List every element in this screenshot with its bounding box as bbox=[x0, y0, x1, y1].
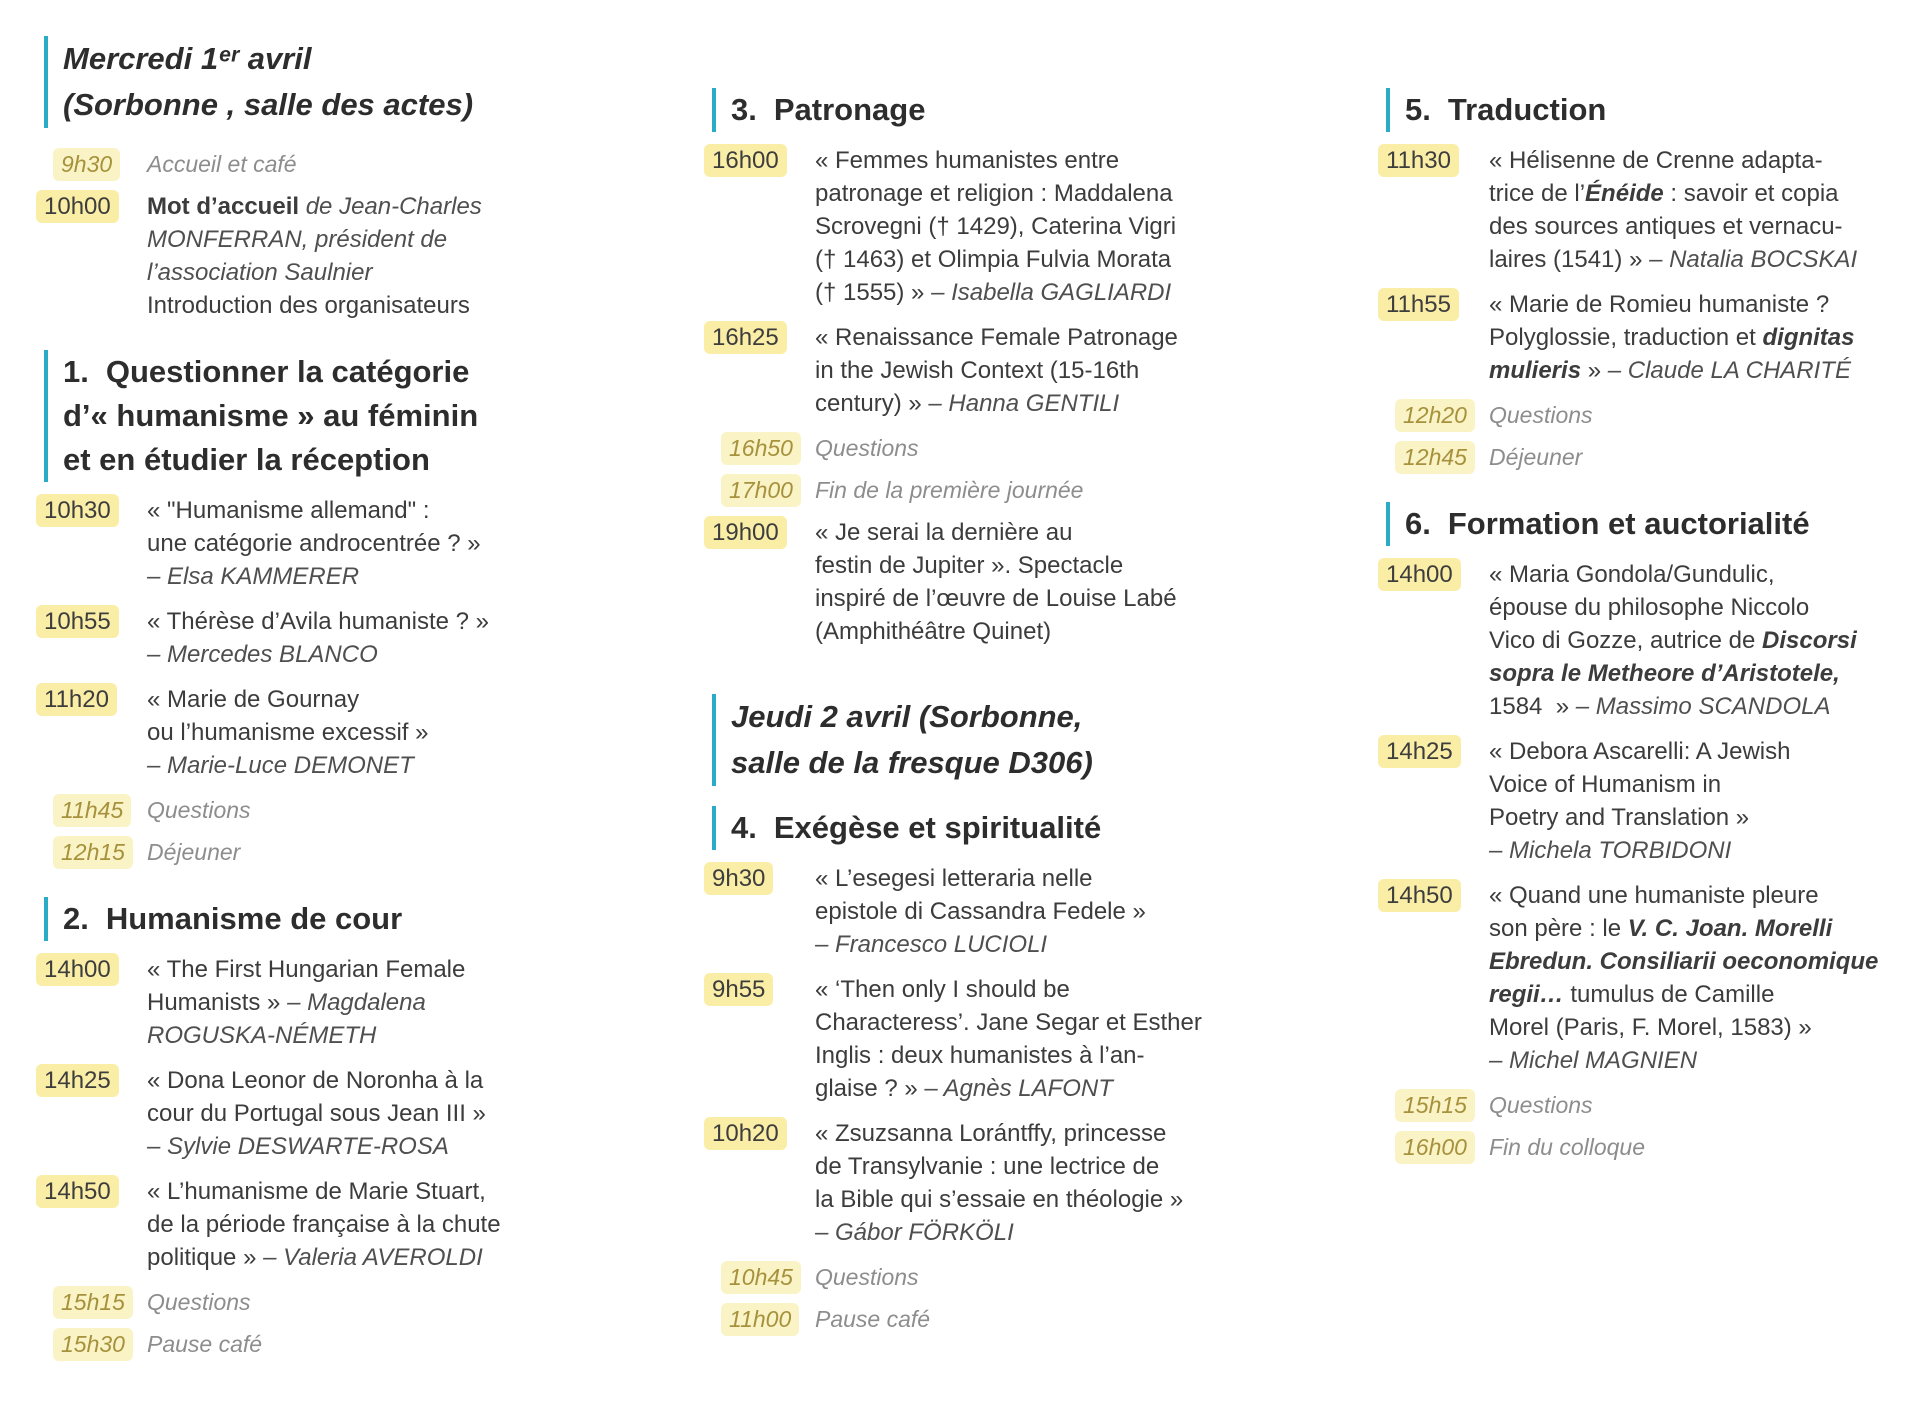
talk-text-segment: in the Jewish Context (15-16th bbox=[815, 357, 1140, 384]
talk-text-segment: mulieris bbox=[1489, 357, 1582, 384]
break-entry bbox=[44, 1286, 692, 1319]
break-entry bbox=[44, 794, 692, 827]
break-entry bbox=[712, 474, 1362, 507]
section-title-line: Formation et auctorialité bbox=[1447, 506, 1810, 541]
talk-text-segment: « "Humanisme allemand" : bbox=[147, 497, 430, 524]
talk-text-segment: « Femmes humanistes entre bbox=[815, 147, 1120, 174]
talk-time bbox=[44, 605, 147, 638]
talk-time-highlight: 14h00 bbox=[36, 953, 119, 986]
break-entry bbox=[1386, 1089, 1920, 1122]
talk-text-segment: Humanists » bbox=[147, 989, 288, 1016]
talk-text-segment: – Natalia BOCSKAI bbox=[1649, 246, 1858, 273]
talk-entry bbox=[1386, 558, 1920, 723]
break-time bbox=[44, 1328, 147, 1361]
talk-time bbox=[1386, 735, 1489, 768]
talk-text-segment: Discorsi bbox=[1762, 627, 1857, 654]
day-header-line: salle de la fresque D306) bbox=[731, 745, 1093, 780]
break-time-highlight: 12h45 bbox=[1395, 441, 1475, 474]
talk-text-segment: ROGUSKA-NÉMETH bbox=[147, 1022, 377, 1049]
talk-time-highlight: 16h00 bbox=[704, 144, 787, 177]
section-number: 2. bbox=[63, 901, 89, 936]
talk-text bbox=[815, 973, 1362, 1105]
break-entry bbox=[712, 1261, 1362, 1294]
talk-text bbox=[815, 1117, 1362, 1249]
talk-text-segment: épouse du philosophe Niccolo bbox=[1489, 594, 1810, 621]
talk-text-segment: « ‘Then only I should be bbox=[815, 976, 1070, 1003]
talk-text-segment: des sources antiques et vernacu- bbox=[1489, 213, 1843, 240]
talk-text-segment: « Marie de Gournay bbox=[147, 686, 360, 713]
talk-text-segment: politique » bbox=[147, 1244, 264, 1271]
talk-text-segment: – Sylvie DESWARTE-ROSA bbox=[147, 1133, 449, 1160]
talk-time bbox=[44, 494, 147, 527]
talk-time bbox=[712, 973, 815, 1006]
talk-entry bbox=[1386, 879, 1920, 1077]
talk-entry bbox=[44, 190, 692, 322]
talk-entry bbox=[1386, 144, 1920, 276]
talk-entry bbox=[1386, 288, 1920, 387]
talk-entry bbox=[712, 1117, 1362, 1249]
break-label: Questions bbox=[1489, 1092, 1593, 1118]
talk-text-segment: – Francesco LUCIOLI bbox=[815, 931, 1048, 958]
break-time bbox=[1386, 399, 1489, 432]
talk-time-highlight: 11h30 bbox=[1378, 144, 1459, 177]
talk-text-segment: » bbox=[1581, 357, 1608, 384]
talk-text-segment: V. C. Joan. Morelli bbox=[1627, 915, 1833, 942]
talk-text-segment: trice de l’ bbox=[1489, 180, 1586, 207]
talk-text-segment: – Massimo SCANDOLA bbox=[1575, 693, 1831, 720]
break-time-highlight: 15h15 bbox=[53, 1286, 133, 1319]
talk-text-segment: – Mercedes BLANCO bbox=[147, 641, 378, 668]
talk-time bbox=[44, 683, 147, 716]
talk-text bbox=[815, 862, 1362, 961]
break-label: Accueil et café bbox=[147, 151, 297, 177]
talk-time bbox=[1386, 288, 1489, 321]
break-entry bbox=[1386, 1131, 1920, 1164]
day-header-line: Mercredi 1ᵉʳ avril bbox=[63, 41, 312, 76]
talk-time-highlight: 14h25 bbox=[36, 1064, 119, 1097]
talk-text bbox=[147, 1175, 692, 1274]
talk-text-segment: Voice of Humanism in bbox=[1489, 771, 1722, 798]
section-title-line: d’« humanisme » au féminin bbox=[63, 398, 479, 433]
talk-entry bbox=[44, 494, 692, 593]
talk-text-segment: 1584 » bbox=[1489, 693, 1576, 720]
break-entry bbox=[1386, 441, 1920, 474]
talk-text-segment: « Thérèse d’Avila humaniste ? » bbox=[147, 608, 489, 635]
break-time-highlight: 16h50 bbox=[721, 432, 801, 465]
break-time bbox=[1386, 441, 1489, 474]
break-label: Déjeuner bbox=[1489, 444, 1583, 470]
talk-text-segment: « L’humanisme de Marie Stuart, bbox=[147, 1178, 486, 1205]
section-heading bbox=[1386, 502, 1920, 546]
talk-time-highlight: 16h25 bbox=[704, 321, 787, 354]
talk-text-segment: : savoir et copia bbox=[1663, 180, 1839, 207]
break-entry bbox=[44, 836, 692, 869]
talk-text-segment: MONFERRAN, président de bbox=[147, 226, 448, 253]
break-time-highlight: 11h00 bbox=[721, 1303, 799, 1336]
talk-time bbox=[712, 516, 815, 549]
talk-text-segment: – Isabella GAGLIARDI bbox=[931, 279, 1172, 306]
talk-text bbox=[815, 516, 1362, 648]
talk-text-segment: – Michela TORBIDONI bbox=[1489, 837, 1732, 864]
break-time-highlight: 17h00 bbox=[721, 474, 801, 507]
break-time-highlight: 10h45 bbox=[721, 1261, 801, 1294]
talk-text bbox=[147, 953, 692, 1052]
talk-time-highlight: 11h20 bbox=[36, 683, 117, 716]
break-time-highlight: 12h15 bbox=[53, 836, 133, 869]
talk-time bbox=[712, 321, 815, 354]
break-time bbox=[712, 474, 815, 507]
break-time bbox=[1386, 1089, 1489, 1122]
talk-text-segment: tumulus de Camille bbox=[1563, 981, 1775, 1008]
talk-entry bbox=[44, 683, 692, 782]
section-heading bbox=[1386, 88, 1920, 132]
break-time bbox=[1386, 1131, 1489, 1164]
break-entry bbox=[712, 1303, 1362, 1336]
section-title-line: Patronage bbox=[773, 92, 926, 127]
section-title-line: Traduction bbox=[1447, 92, 1607, 127]
day-header-line: Jeudi 2 avril (Sorbonne, bbox=[731, 699, 1083, 734]
break-time-highlight: 15h30 bbox=[53, 1328, 133, 1361]
talk-time bbox=[1386, 144, 1489, 177]
talk-text bbox=[147, 190, 692, 322]
break-time bbox=[44, 148, 147, 181]
break-label: Questions bbox=[1489, 402, 1593, 428]
talk-text-segment: une catégorie androcentrée ? » bbox=[147, 530, 481, 557]
break-label: Questions bbox=[815, 1264, 919, 1290]
talk-text-segment: « Zsuzsanna Lorántffy, princesse bbox=[815, 1120, 1167, 1147]
talk-text-segment: Mot d’accueil bbox=[147, 193, 306, 220]
break-label: Fin de la première journée bbox=[815, 477, 1084, 503]
talk-text-segment: ou l’humanisme excessif » bbox=[147, 719, 429, 746]
talk-text bbox=[1489, 879, 1920, 1077]
talk-entry bbox=[712, 862, 1362, 961]
talk-entry bbox=[712, 321, 1362, 420]
talk-entry bbox=[712, 144, 1362, 309]
talk-text-segment: Characteress’. Jane Segar et Esther bbox=[815, 1009, 1202, 1036]
section-title-line: et en étudier la réception bbox=[63, 442, 430, 477]
talk-time bbox=[1386, 879, 1489, 912]
talk-text-segment: – Claude LA CHARITÉ bbox=[1607, 357, 1851, 384]
break-time bbox=[712, 1261, 815, 1294]
talk-text-segment: Introduction des organisateurs bbox=[147, 292, 470, 319]
talk-text-segment: laires (1541) » bbox=[1489, 246, 1650, 273]
break-time bbox=[712, 432, 815, 465]
break-label: Questions bbox=[147, 1289, 251, 1315]
talk-time-highlight: 10h55 bbox=[36, 605, 119, 638]
talk-text-segment: Inglis : deux humanistes à l’an- bbox=[815, 1042, 1145, 1069]
break-entry bbox=[44, 1328, 692, 1361]
program-column-1 bbox=[44, 36, 692, 1370]
talk-text-segment: (Amphithéâtre Quinet) bbox=[815, 618, 1052, 645]
talk-text-segment: – Elsa KAMMERER bbox=[147, 563, 360, 590]
talk-text-segment: – Gábor FÖRKÖLI bbox=[815, 1219, 1014, 1246]
talk-text bbox=[815, 144, 1362, 309]
talk-text-segment: Énéide bbox=[1585, 180, 1664, 207]
break-label: Déjeuner bbox=[147, 839, 241, 865]
break-time-highlight: 11h45 bbox=[53, 794, 131, 827]
talk-time-highlight: 14h50 bbox=[36, 1175, 119, 1208]
talk-text-segment: – Valeria AVEROLDI bbox=[263, 1244, 483, 1271]
section-number: 4. bbox=[731, 810, 757, 845]
program-column-3 bbox=[1386, 88, 1920, 1173]
break-time-highlight: 15h15 bbox=[1395, 1089, 1475, 1122]
break-time-highlight: 16h00 bbox=[1395, 1131, 1475, 1164]
talk-text-segment: sopra le Metheore d’Aristotele, bbox=[1489, 660, 1840, 687]
talk-text bbox=[1489, 735, 1920, 867]
break-time bbox=[44, 794, 147, 827]
section-number: 3. bbox=[731, 92, 757, 127]
talk-entry bbox=[44, 953, 692, 1052]
break-time-highlight: 9h30 bbox=[53, 148, 120, 181]
section-number: 5. bbox=[1405, 92, 1431, 127]
section-title-line: Exégèse et spiritualité bbox=[773, 810, 1102, 845]
break-entry bbox=[712, 432, 1362, 465]
talk-text-segment: « Renaissance Female Patronage bbox=[815, 324, 1178, 351]
talk-text-segment: († 1463) et Olimpia Fulvia Morata bbox=[815, 246, 1172, 273]
talk-text-segment: de Transylvanie : une lectrice de bbox=[815, 1153, 1160, 1180]
talk-text-segment: son père : le bbox=[1489, 915, 1628, 942]
talk-time-highlight: 10h00 bbox=[36, 190, 119, 223]
day-header bbox=[44, 36, 692, 128]
talk-text-segment: « Dona Leonor de Noronha à la bbox=[147, 1067, 484, 1094]
break-label: Questions bbox=[815, 435, 919, 461]
talk-text-segment: glaise ? » bbox=[815, 1075, 925, 1102]
talk-time-highlight: 11h55 bbox=[1378, 288, 1459, 321]
talk-time bbox=[712, 862, 815, 895]
talk-text-segment: regii… bbox=[1489, 981, 1564, 1008]
day-header-line: (Sorbonne , salle des actes) bbox=[63, 87, 474, 122]
talk-time-highlight: 9h30 bbox=[704, 862, 773, 895]
section-number: 1. bbox=[63, 354, 89, 389]
talk-text bbox=[1489, 558, 1920, 723]
talk-text-segment: Morel (Paris, F. Morel, 1583) » bbox=[1489, 1014, 1812, 1041]
talk-text-segment: century) » bbox=[815, 390, 929, 417]
talk-text-segment: « The First Hungarian Female bbox=[147, 956, 466, 983]
program-column-2 bbox=[712, 88, 1362, 1345]
talk-text-segment: « Debora Ascarelli: A Jewish bbox=[1489, 738, 1791, 765]
talk-text-segment: – Marie-Luce DEMONET bbox=[147, 752, 414, 779]
talk-text-segment: Vico di Gozze, autrice de bbox=[1489, 627, 1763, 654]
talk-text-segment: Poetry and Translation » bbox=[1489, 804, 1750, 831]
talk-text-segment: festin de Jupiter ». Spectacle bbox=[815, 552, 1124, 579]
break-time-highlight: 12h20 bbox=[1395, 399, 1475, 432]
talk-text-segment: dignitas bbox=[1762, 324, 1855, 351]
talk-time-highlight: 19h00 bbox=[704, 516, 787, 549]
talk-text-segment: « Quand une humaniste pleure bbox=[1489, 882, 1819, 909]
talk-text-segment: la Bible qui s’essaie en théologie » bbox=[815, 1186, 1184, 1213]
talk-entry bbox=[44, 1064, 692, 1163]
talk-time bbox=[1386, 558, 1489, 591]
break-label: Pause café bbox=[147, 1331, 263, 1357]
section-heading bbox=[712, 806, 1362, 850]
talk-text bbox=[1489, 288, 1920, 387]
talk-text-segment: de Jean-Charles bbox=[305, 193, 482, 220]
break-time bbox=[44, 1286, 147, 1319]
section-title-line: Questionner la catégorie bbox=[105, 354, 470, 389]
talk-text-segment: « Maria Gondola/Gundulic, bbox=[1489, 561, 1775, 588]
talk-entry bbox=[44, 1175, 692, 1274]
break-entry bbox=[44, 148, 692, 181]
talk-text-segment: – Michel MAGNIEN bbox=[1489, 1047, 1698, 1074]
talk-time bbox=[44, 1175, 147, 1208]
break-time bbox=[712, 1303, 815, 1336]
talk-entry bbox=[712, 516, 1362, 648]
talk-time-highlight: 14h50 bbox=[1378, 879, 1461, 912]
section-number: 6. bbox=[1405, 506, 1431, 541]
talk-time-highlight: 14h00 bbox=[1378, 558, 1461, 591]
section-title-line: Humanisme de cour bbox=[105, 901, 403, 936]
break-time bbox=[44, 836, 147, 869]
break-label: Pause café bbox=[815, 1306, 931, 1332]
talk-entry bbox=[712, 973, 1362, 1105]
talk-text-segment: epistole di Cassandra Fedele » bbox=[815, 898, 1146, 925]
talk-time bbox=[44, 1064, 147, 1097]
break-label: Fin du colloque bbox=[1489, 1134, 1645, 1160]
talk-time-highlight: 9h55 bbox=[704, 973, 773, 1006]
talk-text-segment: († 1555) » bbox=[815, 279, 932, 306]
talk-text-segment: « Marie de Romieu humaniste ? bbox=[1489, 291, 1830, 318]
talk-time bbox=[44, 190, 147, 223]
talk-text-segment: – Hanna GENTILI bbox=[928, 390, 1120, 417]
talk-text-segment: l’association Saulnier bbox=[147, 259, 373, 286]
section-heading bbox=[712, 88, 1362, 132]
talk-text bbox=[815, 321, 1362, 420]
talk-text-segment: – Magdalena bbox=[287, 989, 426, 1016]
break-entry bbox=[1386, 399, 1920, 432]
talk-text-segment: inspiré de l’œuvre de Louise Labé bbox=[815, 585, 1177, 612]
talk-text-segment: « Hélisenne de Crenne adapta- bbox=[1489, 147, 1823, 174]
talk-text-segment: de la période française à la chute bbox=[147, 1211, 501, 1238]
talk-text-segment: « Je serai la dernière au bbox=[815, 519, 1073, 546]
talk-time bbox=[712, 144, 815, 177]
talk-entry bbox=[1386, 735, 1920, 867]
talk-text bbox=[147, 494, 692, 593]
day-header bbox=[712, 694, 1362, 786]
section-heading bbox=[44, 350, 692, 482]
talk-text bbox=[1489, 144, 1920, 276]
talk-text-segment: Ebredun. Consiliarii oeconomique bbox=[1489, 948, 1879, 975]
talk-text-segment: patronage et religion : Maddalena bbox=[815, 180, 1173, 207]
talk-text-segment: cour du Portugal sous Jean III » bbox=[147, 1100, 486, 1127]
talk-entry bbox=[44, 605, 692, 671]
talk-time-highlight: 14h25 bbox=[1378, 735, 1461, 768]
talk-time bbox=[44, 953, 147, 986]
talk-time-highlight: 10h30 bbox=[36, 494, 119, 527]
talk-text bbox=[147, 683, 692, 782]
talk-time bbox=[712, 1117, 815, 1150]
talk-text-segment: « L’esegesi letteraria nelle bbox=[815, 865, 1093, 892]
talk-text bbox=[147, 605, 692, 671]
talk-time-highlight: 10h20 bbox=[704, 1117, 787, 1150]
talk-text-segment: Scrovegni († 1429), Caterina Vigri bbox=[815, 213, 1177, 240]
section-heading bbox=[44, 897, 692, 941]
break-label: Questions bbox=[147, 797, 251, 823]
talk-text-segment: Polyglossie, traduction et bbox=[1489, 324, 1763, 351]
talk-text-segment: – Agnès LAFONT bbox=[924, 1075, 1113, 1102]
talk-text bbox=[147, 1064, 692, 1163]
